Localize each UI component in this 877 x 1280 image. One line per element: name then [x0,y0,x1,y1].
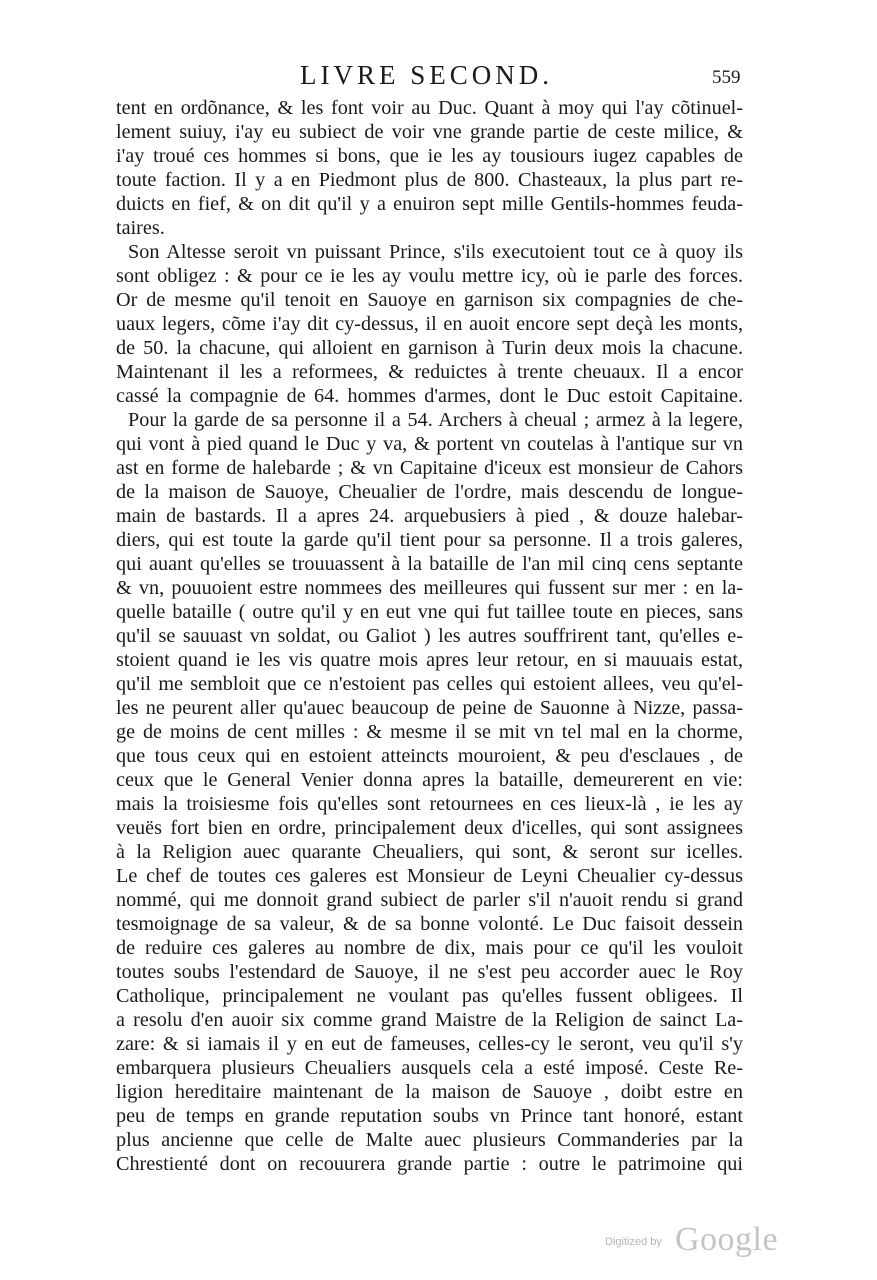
text-line: toutes soubs l'estendard de Sauoye, il ne s'est peu accorder auec le Roy [116,961,743,983]
running-title: LIVRE SECOND. [300,60,553,90]
page-number: 559 [712,67,741,88]
text-line: Catholique, principalement ne voulant pas qu'elles fussent obligees. Il [116,985,743,1007]
text-line: que tous ceux qui en estoient atteincts mouroient, & peu d'esclaues , de [116,745,743,767]
text-line: veuës fort bien en ordre, principalement deux d'icelles, qui sont assignees [116,817,743,839]
text-line: Maintenant il les a reformees, & reduictes à trente cheuaux. Il a encor [116,361,743,383]
text-line: qu'il me sembloit que ce n'estoient pas celles qui estoient allees, veu qu'el- [116,673,743,695]
text-line: quelle bataille ( outre qu'il y en eut vne qui fut taillee toute en pieces, sans [116,601,743,623]
text-line: i'ay troué ces hommes si bons, que ie les ay tousiours iugez capables de [116,145,743,167]
text-line: toute faction. Il y a en Piedmont plus de 800. Chasteaux, la plus part re- [116,169,743,191]
digitized-watermark [605,1220,805,1260]
text-line: qui vont à pied quand le Duc y va, & portent vn coutelas à l'antique sur vn [116,433,743,455]
text-line: de reduire ces galeres au nombre de dix, mais pour ce qu'il les vouloit [116,937,743,959]
text-line: peu de temps en grande reputation soubs vn Prince tant honoré, estant [116,1105,743,1127]
text-line: Chrestienté dont on recouurera grande partie : outre le patrimoine qui [116,1153,743,1175]
text-line: qu'il se sauuast vn soldat, ou Galiot ) les autres souffrirent tant, qu'elles e- [116,625,743,647]
text-line: plus ancienne que celle de Malte auec plusieurs Commanderies par la [116,1129,743,1151]
text-line: & vn, pouuoient estre nommees des meilleures qui fussent sur mer : en la- [116,577,743,599]
text-line: ceux que le General Venier donna apres la bataille, demeurerent en vie: [116,769,743,791]
text-line: stoient quand ie les vis quatre mois apres leur retour, en si mauuais estat, [116,649,743,671]
text-line: nommé, qui me donnoit grand subiect de parler s'il n'auoit rendu si grand [116,889,743,911]
text-line: Or de mesme qu'il tenoit en Sauoye en garnison six compagnies de che- [116,289,743,311]
text-line: Pour la garde de sa personne il a 54. Archers à cheual ; armez à la legere, [128,409,743,431]
text-line: diers, qui est toute la garde qu'il tient pour sa personne. Il a trois galeres, [116,529,743,551]
text-line: Le chef de toutes ces galeres est Monsieur de Leyni Cheualier cy-dessus [116,865,743,887]
text-line: tent en ordõnance, & les font voir au Duc. Quant à moy qui l'ay cõtinuel- [116,97,743,119]
text-line: de la maison de Sauoye, Cheualier de l'ordre, mais descendu de longue- [116,481,743,503]
text-line: ge de moins de cent milles : & mesme il se mit vn tel mal en la chorme, [116,721,743,743]
text-line: de 50. la chacune, qui alloient en garnison à Turin deux mois la chacune. [116,337,743,359]
text-line: lement suiuy, i'ay eu subiect de voir vne grande partie de ceste milice, & [116,121,743,143]
text-line: qui auant qu'elles se trouuassent à la bataille de l'an mil cinq cens septante [116,553,743,575]
google-logo: Google [675,1221,779,1258]
text-line: ast en forme de halebarde ; & vn Capitaine d'iceux est monsieur de Cahors [116,457,743,479]
text-line: à la Religion auec quarante Cheualiers, qui sont, & seront sur icelles. [116,841,743,863]
text-line: cassé la compagnie de 64. hommes d'armes, dont le Duc estoit Capitaine. [116,385,743,407]
digitized-by-label: Digitized by [605,1236,662,1248]
text-line: duicts en fief, & on dit qu'il y a enuiron sept mille Gentils-hommes feuda- [116,193,743,215]
page-header [0,56,877,96]
text-line: uaux legers, cõme i'ay dit cy-dessus, il en auoit encore sept deçà les monts, [116,313,743,335]
text-line: taires. [116,217,165,239]
text-line: mais la troisiesme fois qu'elles sont retournees en ces lieux-là , ie les ay [116,793,743,815]
text-line: embarquera plusieurs Cheualiers ausquels cela a esté imposé. Ceste Re- [116,1057,743,1079]
text-line: sont obligez : & pour ce ie les ay voulu mettre icy, où ie parle des forces. [116,265,743,287]
text-line: main de bastards. Il a apres 24. arquebusiers à pied , & douze halebar- [116,505,743,527]
text-line: les ne peurent aller qu'auec beaucoup de peine de Sauonne à Nizze, passa- [116,697,743,719]
text-line: zare: & si iamais il y en eut de fameuses, celles-cy le seront, veu qu'il s'y [116,1033,743,1055]
text-line: a resolu d'en auoir six comme grand Maistre de la Religion de sainct La- [116,1009,743,1031]
text-line: ligion hereditaire maintenant de la maison de Sauoye , doibt estre en [116,1081,743,1103]
text-line: Son Altesse seroit vn puissant Prince, s'ils executoient tout ce à quoy ils [128,241,743,263]
text-line: tesmoignage de sa valeur, & de sa bonne volonté. Le Duc faisoit dessein [116,913,743,935]
